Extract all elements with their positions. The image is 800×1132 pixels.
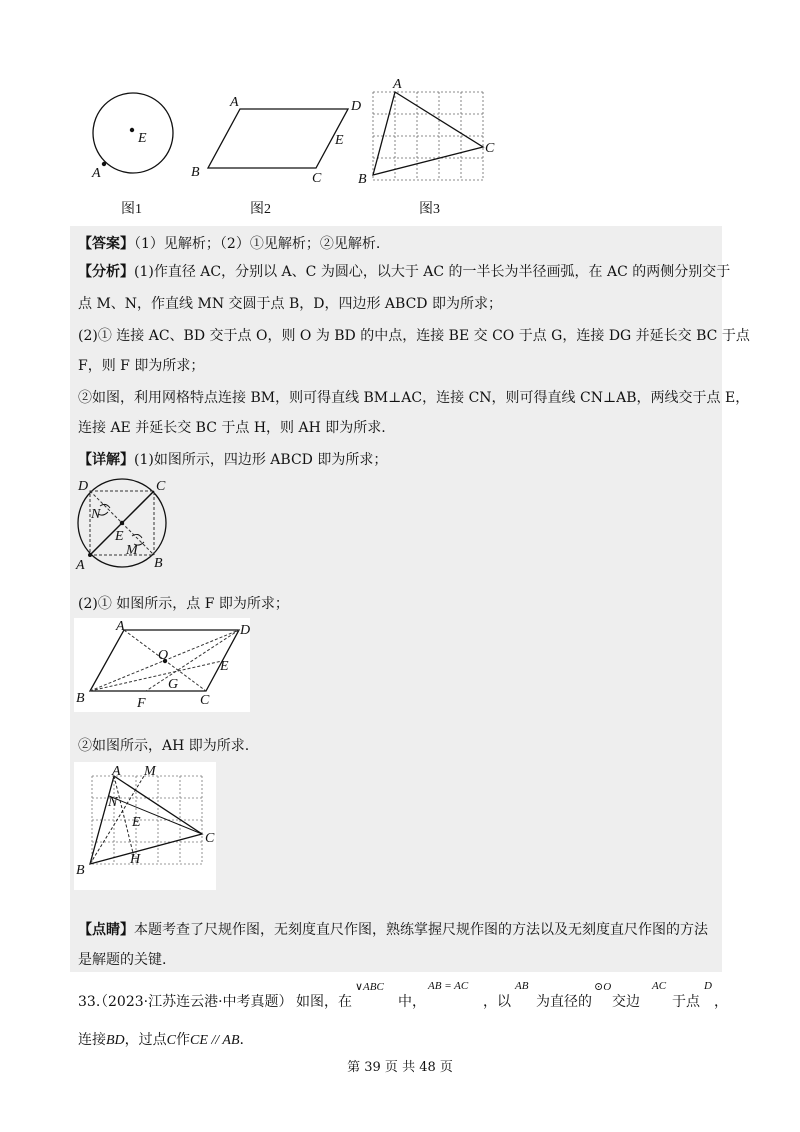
fig3-label-a: A	[393, 77, 402, 92]
sol1-label-n: N	[91, 507, 101, 522]
sol1-label-b: B	[154, 556, 163, 571]
question-33-math-triangle: ∨ABC	[355, 981, 384, 993]
sol1-label-d: D	[78, 479, 89, 494]
analysis-tag: 【分析】	[78, 264, 134, 280]
sol3-label-a: A	[112, 764, 121, 779]
figure-2-parallelogram	[188, 92, 368, 186]
fig2-label-e: E	[335, 133, 344, 148]
analysis-line-3: (2)① 连接 AC、BD 交于点 O，则 O 为 BD 的中点，连接 BE 交 CO 于点 G，连接 DG 并延长交 BC 于点	[78, 328, 750, 344]
sol3-label-h: H	[130, 852, 141, 867]
question-33-l2-d: .	[239, 1032, 244, 1048]
question-33-source: （2023·江苏连云港·中考真题）	[94, 994, 293, 1010]
sol1-label-c: C	[156, 479, 166, 494]
question-33-math-ac: AC	[652, 980, 667, 992]
fig3-label-c: C	[485, 141, 495, 156]
fig2-label-b: B	[191, 165, 200, 180]
question-33-number: 33.	[78, 994, 101, 1010]
comment-tag: 【点睛】	[78, 922, 134, 938]
detail-tag: 【详解】	[78, 452, 134, 468]
solution-figure-3	[74, 762, 219, 892]
analysis-line-2: 点 M、N，作直线 MN 交圆于点 B，D，四边形 ABCD 即为所求；	[78, 296, 502, 312]
sol2-label-e: E	[220, 659, 229, 674]
sol1-label-e: E	[115, 529, 124, 544]
sol2-label-o: O	[158, 648, 169, 663]
sol2-label-g: G	[168, 677, 179, 692]
comment-text-1: 本题考查了尺规作图，无刻度直尺作图，熟练掌握尺规作图的方法以及无刻度直尺作图的方法	[134, 922, 708, 938]
sol1-label-a: A	[76, 558, 85, 573]
solution-figure-2	[74, 618, 254, 713]
question-33-math-ab: AB	[515, 980, 529, 992]
question-33-text-7: ，	[714, 994, 728, 1010]
fig3-caption: 图3	[419, 202, 440, 217]
fig3-label-b: B	[358, 172, 367, 187]
answer-text: （1）见解析；（2）①见解析；②见解析.	[134, 236, 381, 252]
question-33-math-ab-ac: AB = AC	[428, 980, 469, 992]
question-33-text-3: ，以	[483, 994, 511, 1010]
analysis-line-6: 连接 AE 并延长交 BC 于点 H，则 AH 即为所求.	[78, 420, 386, 436]
question-33-text-6: 于点	[672, 994, 700, 1010]
detail-line-2: (2)① 如图所示，点 F 即为所求；	[78, 596, 289, 612]
sol2-label-c: C	[200, 693, 210, 708]
question-33-l2-c-text: 作	[176, 1032, 191, 1048]
question-33-l2-c: C	[166, 1033, 177, 1048]
sol2-label-f: F	[137, 696, 146, 711]
detail-text-1: (1)如图所示，四边形 ABCD 即为所求；	[134, 452, 388, 468]
solution-figure-1	[72, 474, 177, 579]
analysis-line-4: F，则 F 即为所求；	[78, 358, 205, 374]
question-33-text-2: 中，	[398, 994, 426, 1010]
sol3-label-c: C	[205, 831, 215, 846]
question-33-math-d: D	[704, 980, 712, 992]
question-33-math-circle-o: ⊙O	[594, 981, 612, 993]
question-33-l2-ce-ab: CE // AB	[190, 1033, 240, 1048]
sol2-label-b: B	[76, 691, 85, 706]
question-33-l2-b: ，过点	[124, 1032, 167, 1048]
question-33-text-4: 为直径的	[536, 994, 592, 1010]
comment-line-1	[78, 916, 718, 944]
analysis-line-5: ②如图，利用网格特点连接 BM，则可得直线 BM⊥AC，连接 CN，则可得直线 CN⊥AB，两线交于点 E，	[78, 390, 750, 406]
sol3-label-b: B	[76, 863, 85, 878]
analysis-text-1: (1)作直径 AC，分别以 A、C 为圆心，以大于 AC 的一半长为半径画弧，在 AC 的两侧分别交于	[134, 264, 731, 280]
sol3-label-n: N	[108, 795, 118, 810]
fig1-label-a: A	[92, 166, 101, 181]
sol2-label-a: A	[116, 619, 125, 634]
fig2-caption: 图2	[250, 202, 271, 217]
figure-1-circle	[80, 85, 190, 185]
figure-3-grid-triangle	[355, 75, 505, 190]
analysis-line-1	[78, 258, 731, 286]
sol1-label-m: M	[126, 543, 138, 558]
fig1-caption: 图1	[121, 202, 142, 217]
answer-tag: 【答案】	[78, 236, 134, 252]
question-33-text-5: 交边	[612, 994, 640, 1010]
comment-line-2: 是解题的关键.	[78, 952, 167, 968]
sol3-label-e: E	[132, 815, 141, 830]
question-33-l2-a: 连接	[78, 1032, 106, 1048]
answer-line	[78, 230, 718, 258]
fig1-label-e: E	[138, 131, 147, 146]
sol2-label-d: D	[240, 623, 251, 638]
question-33-line-2	[78, 1030, 244, 1051]
question-33-text-1: 如图，在	[296, 994, 352, 1010]
sol3-label-m: M	[144, 764, 156, 779]
page-footer: 第 39 页 共 48 页	[347, 1060, 453, 1075]
detail-line-3: ②如图所示，AH 即为所求.	[78, 738, 250, 754]
fig2-label-c: C	[312, 171, 322, 186]
fig2-label-a: A	[230, 95, 239, 110]
fig2-label-d: D	[351, 99, 362, 114]
question-33-l2-bd: BD	[106, 1033, 125, 1048]
detail-line-1	[78, 446, 718, 474]
